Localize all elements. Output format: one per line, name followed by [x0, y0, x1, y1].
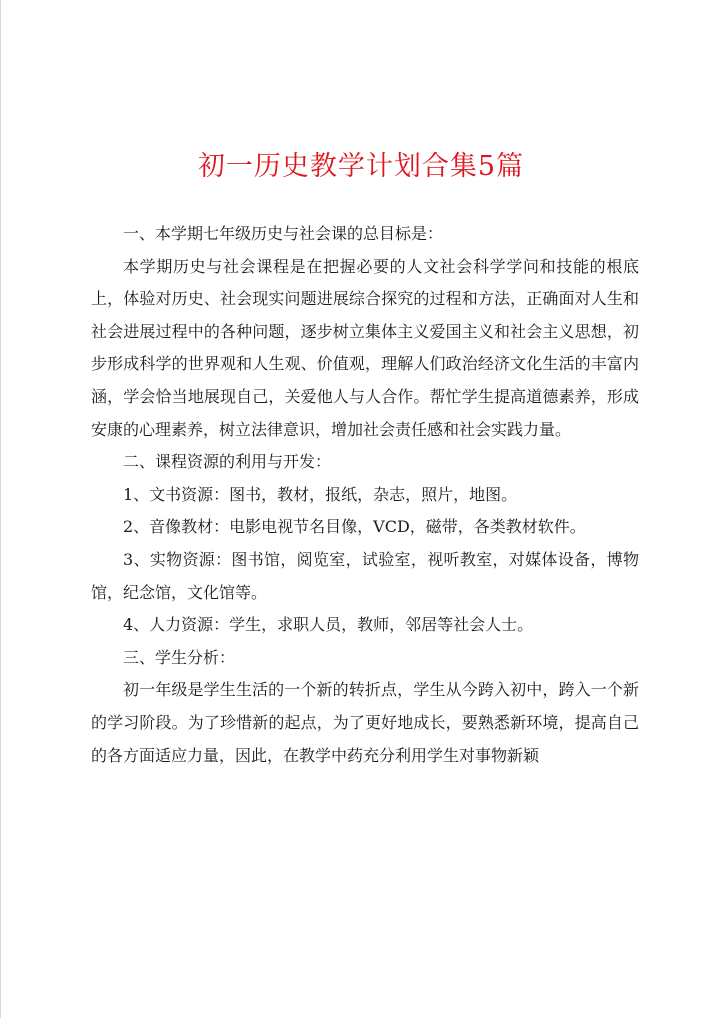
- document-body: [91, 218, 639, 772]
- document-title: 初一历史教学计划合集5篇: [197, 151, 525, 182]
- section-heading: 三、学生分析：: [123, 647, 236, 667]
- list-item: 4、人力资源：学生，求职人员，教师，邻居等社会人士。: [123, 615, 534, 635]
- section-heading: 一、本学期七年级历史与社会课的总目标是：: [123, 224, 444, 243]
- body-paragraph: 本学期历史与社会课程是在把握必要的人文社会科学学问和技能的根底上，体验对历史、社会现实问题进展综合探究的过程和方法，正确面对人生和社会进展过程中的各种问题，逐步树立集体主义爱国主义和社会主义思想，初步形成科学的世界观和人生观、价值观，理解人们政治经济文化生活的丰富内涵，学会恰当地展现自己，关爱他人与人合作。帮忙学生提高道德素养，形成安康的心理素养，树立法律意识，增加社会责任感和社会实践力量。: [91, 256, 639, 439]
- list-item: 3、实物资源：图书馆，阅览室，试验室，视听教室，对媒体设备，博物馆，纪念馆，文化馆等。: [91, 549, 639, 602]
- list-item: 1、文书资源：图书，教材，报纸，杂志，照片，地图。: [123, 484, 518, 504]
- body-paragraph: 初一年级是学生生活的一个新的转折点，学生从今跨入初中，跨入一个新的学习阶段。为了珍惜新的起点，为了更好地成长，要熟悉新环境，提高自己的各方面适应力量，因此，在教学中药充分利用学生对事物新颖: [91, 680, 639, 765]
- list-item: 2、音像教材：电影电视节名目像，VCD，磁带，各类教材软件。: [123, 517, 586, 537]
- section-heading: 二、课程资源的利用与开发：: [123, 452, 332, 472]
